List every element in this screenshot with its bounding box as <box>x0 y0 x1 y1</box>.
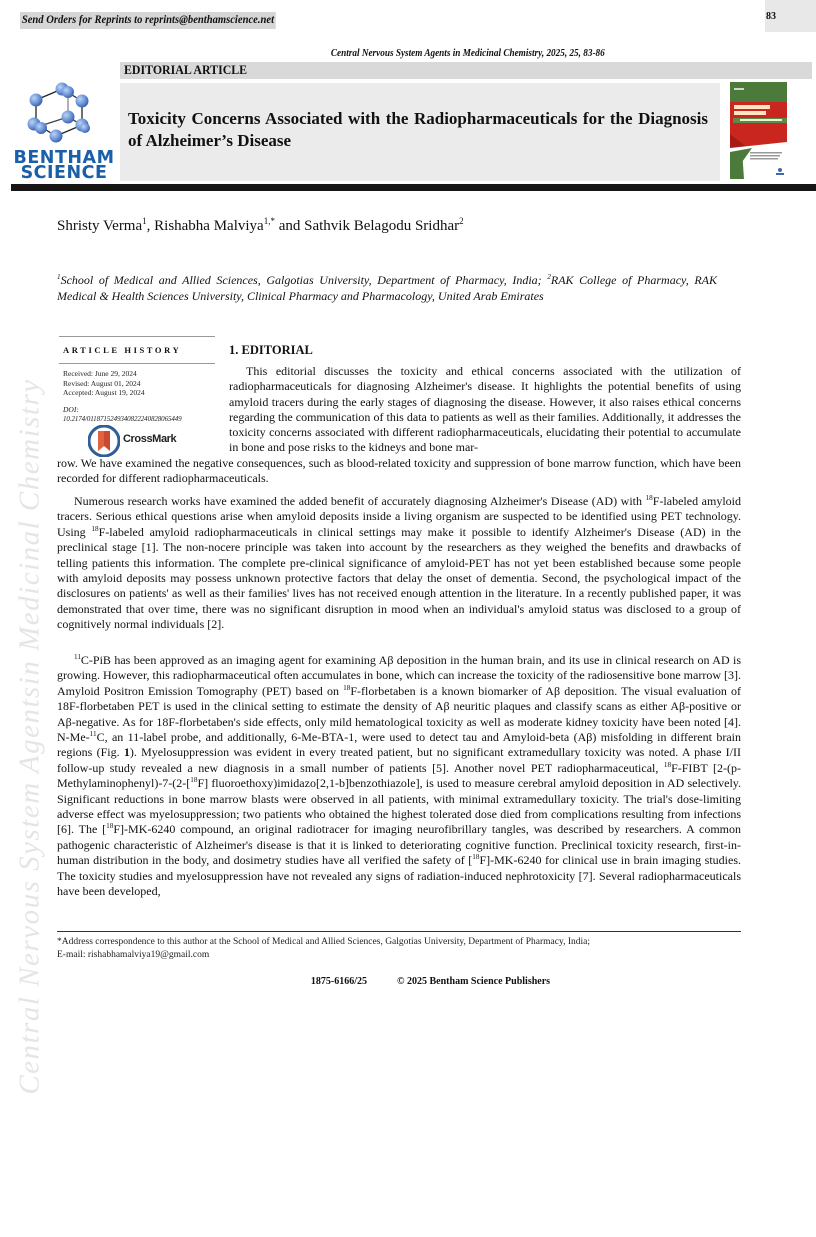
article-history-dates <box>63 369 223 398</box>
molecule-cube-icon <box>10 80 120 150</box>
paragraph-text: F-FIBT [2-(p-Methylaminophenyl)-7-(2-[ <box>57 760 741 791</box>
footnote-rule <box>57 931 741 932</box>
accepted-date: Accepted: August 19, 2024 <box>63 388 145 397</box>
history-bottom-rule <box>59 363 215 364</box>
affiliation-text: RAK College of Pharmacy, RAK Medical & Health Sciences University, Clinical Pharmacy and Pharmacology, United Arab Emirates <box>57 273 717 303</box>
side-watermark: Central Nervous System Agentsin Medicinal Chemistry <box>13 378 46 1095</box>
paragraph-text: C, an 11-label probe, and additionally, 6-Me-BTA-1, were used to detect tau and Amyloid-beta (Aβ) misfolding in different brain regions (Fig. <box>57 730 741 760</box>
article-title: Toxicity Concerns Associated with the Radiopharmaceuticals for the Diagnosis of Alzheimer’s Disease <box>128 109 708 150</box>
correspondence-footnote <box>57 936 757 961</box>
isotope-superscript: 18 <box>645 494 653 502</box>
isotope-superscript: 11 <box>89 730 97 739</box>
section-heading: 1. EDITORIAL <box>229 343 313 357</box>
isotope-superscript: 18 <box>472 853 480 862</box>
doi-link[interactable]: 10.2174/0118715249340822240828065449 <box>63 415 182 423</box>
correspondence-address: *Address correspondence to this author at the School of Medical and Allied Sciences, Galgotias University, Department of Pharmacy, India; <box>57 937 590 947</box>
journal-citation-text: Central Nervous System Agents in Medicinal Chemistry, 2025, 25, 83-86 <box>331 48 605 59</box>
journal-citation <box>0 48 816 59</box>
author-separator: , <box>146 218 155 234</box>
logo-line-bentham: BENTHAM <box>13 148 115 168</box>
author-name: Shristy Verma <box>57 218 143 234</box>
history-top-rule <box>59 336 215 337</box>
paragraph-text: F] fluoroethoxy)imidazo[2,1-b]benzothiazole], is used to measure cerebral amyloid deposition in AD selectively. Significant reductions in bone marrow blasts were observed in all patients, with minimal extramedullary toxicity. The trial's dose-limiting adverse effect was myelosuppression; two patients who obtained the highest tolerated dose died from complications resulting from infections [6]. The [ <box>57 776 741 837</box>
received-date: Received: June 29, 2024 <box>63 369 137 378</box>
author-list <box>57 218 464 235</box>
paragraph-text: F]-MK-6240 for clinical use in brain imaging studies. The toxicity studies and myelosuppression have not revealed any signs of radiation-induced nephrotoxicity [7]. Several radiopharmaceuticals have been developed, <box>57 853 741 899</box>
author-affiliation-mark: 1,* <box>263 216 275 226</box>
paragraph-text: C-PiB has been approved as an imaging agent for examining Aβ deposition in the human brain, and its use in clinical research on AD is growing. However, this radiopharmaceutical often accumulates in bone, which can increase the toxicity of the radiosensitive bone marrow [3]. Amyloid Positron Emission Tomography (PET) based on <box>57 653 741 698</box>
crossmark-icon <box>88 425 120 457</box>
intro-paragraph-continued: row. We have examined the negative consequences, such as blood-related toxicity and suppression of bone marrow function, which have been recorded for different radiopharmaceuticals. <box>57 456 741 486</box>
logo-line-science: SCIENCE <box>20 163 108 183</box>
reprint-notice: Send Orders for Reprints to reprints@benthamscience.net <box>20 12 276 29</box>
paragraph-text: ). Myelosuppression was evident in every treated patient, but no significant extramedullary toxicity was noted. A phase I/II follow-up study revealed a new diagnosis in a small number of patients [5]. Another novel PET radiopharmaceutical, <box>57 745 741 775</box>
paragraph-text: F-labeled amyloid tracers. Serious ethical questions arise when amyloid deposits inside a living organism are suspected to be identified using PET technology. Using <box>57 494 741 539</box>
crossmark-button[interactable] <box>88 425 208 457</box>
author-affiliation-mark: 2 <box>459 216 464 226</box>
correspondence-email[interactable]: E-mail: rishabhamalviya19@gmail.com <box>57 949 210 960</box>
journal-cover-thumbnail <box>730 82 787 179</box>
author-separator: and <box>274 218 305 234</box>
publisher-logo <box>10 80 120 183</box>
journal-cover-image <box>730 82 787 179</box>
copyright: © 2025 Bentham Science Publishers <box>397 976 551 987</box>
isotope-superscript: 11 <box>74 653 81 661</box>
doi-label: DOI: <box>63 405 79 414</box>
author-affiliation-mark: 1 <box>142 216 147 226</box>
intro-paragraph: This editorial discusses the toxicity and ethical concerns associated with the utilization of radiopharmaceuticals for diagnosing Alzheimer's disease. It highlights the potential benefits of using amyloid tracers during the early stages of diagnosing the disease. However, it also raises ethical concerns regarding the communication of this data to patients as well as their families. Additionally, it addresses the toxicity concerns associated with different radiopharmaceuticals, elucidating their potential to accumulate in bone and pose risks to the kidneys and bone mar- <box>229 364 741 455</box>
header-divider <box>11 184 816 191</box>
author-name: Rishabha Malviya <box>154 218 264 234</box>
article-history-heading: ARTICLE HISTORY <box>63 345 182 355</box>
issn-copyright-line <box>0 976 816 987</box>
body-paragraph-2 <box>57 494 741 633</box>
page-number: 83 <box>766 11 776 22</box>
figure-reference-link[interactable]: 1 <box>123 745 130 760</box>
affiliation-mark: 2 <box>547 273 551 281</box>
isotope-superscript: 18 <box>343 683 351 692</box>
affiliation-mark: 1 <box>57 273 61 281</box>
isotope-superscript: 18 <box>663 760 672 769</box>
crossmark-label: CrossMark <box>123 433 177 445</box>
isotope-superscript: 18 <box>106 822 114 831</box>
issn: 1875-6166/25 <box>310 976 368 987</box>
paragraph-text: Numerous research works have examined the added benefit of accurately diagnosing Alzheimer's Disease (AD) with <box>74 494 646 508</box>
affiliation-text: School of Medical and Allied Sciences, Galgotias University, Department of Pharmacy, India; <box>60 273 548 287</box>
author-name: Sathvik Belagodu Sridhar <box>304 218 460 234</box>
paragraph-text: F]-MK-6240 compound, an original radiotracer for imaging neurofibrillary tangles, was described by researchers. A common pathogenic characteristic of Alzheimer's disease is that it is linked to deteriorating cognitive function. Preclinical toxicity research, first-in-human distribution in the body, and dosimetry studies have all verified the safety of [ <box>57 822 741 868</box>
article-type-label: EDITORIAL ARTICLE <box>124 63 248 77</box>
revised-date: Revised: August 01, 2024 <box>63 378 141 388</box>
body-paragraph-3 <box>57 653 741 900</box>
isotope-superscript: 18 <box>91 524 99 533</box>
isotope-superscript: 18 <box>190 776 198 785</box>
affiliations <box>57 272 717 304</box>
paragraph-text: F-florbetaben is a known biomarker of Aβ deposition. The visual evaluation of 18F-florbetaben PET is used in the clinical setting to estimate the density of Aβ neuritic plaques and classify scans as either Aβ-positive or Aβ-negative. As for 18F-florbetaben's side effects, only mild hematological toxicity as well as moderate kidney toxicity have been noted [4]. N-Me- <box>57 683 741 745</box>
paragraph-text: F-labeled amyloid radiopharmaceuticals in clinical settings may make it possible to identify Alzheimer's Disease (AD) in the preclinical stage [1]. The non-nocere principle was taken into account by the researchers as they weighed the benefits and drawbacks of telling patients this information. The complete pre-clinical significance of amyloid-PET has not yet been established because some people with amyloid deposits may possess unknown protective factors that delay the onset of dementia. Second, the psychological impact of the disclosures on patients' as well as their families' lives has not received enough attention in the literature. In a recently published paper, it was demonstrated that over time, there was no significant disruption in mood when an individual's amyloid status was disclosed to a group of cognitively normal individuals [2]. <box>57 524 741 632</box>
